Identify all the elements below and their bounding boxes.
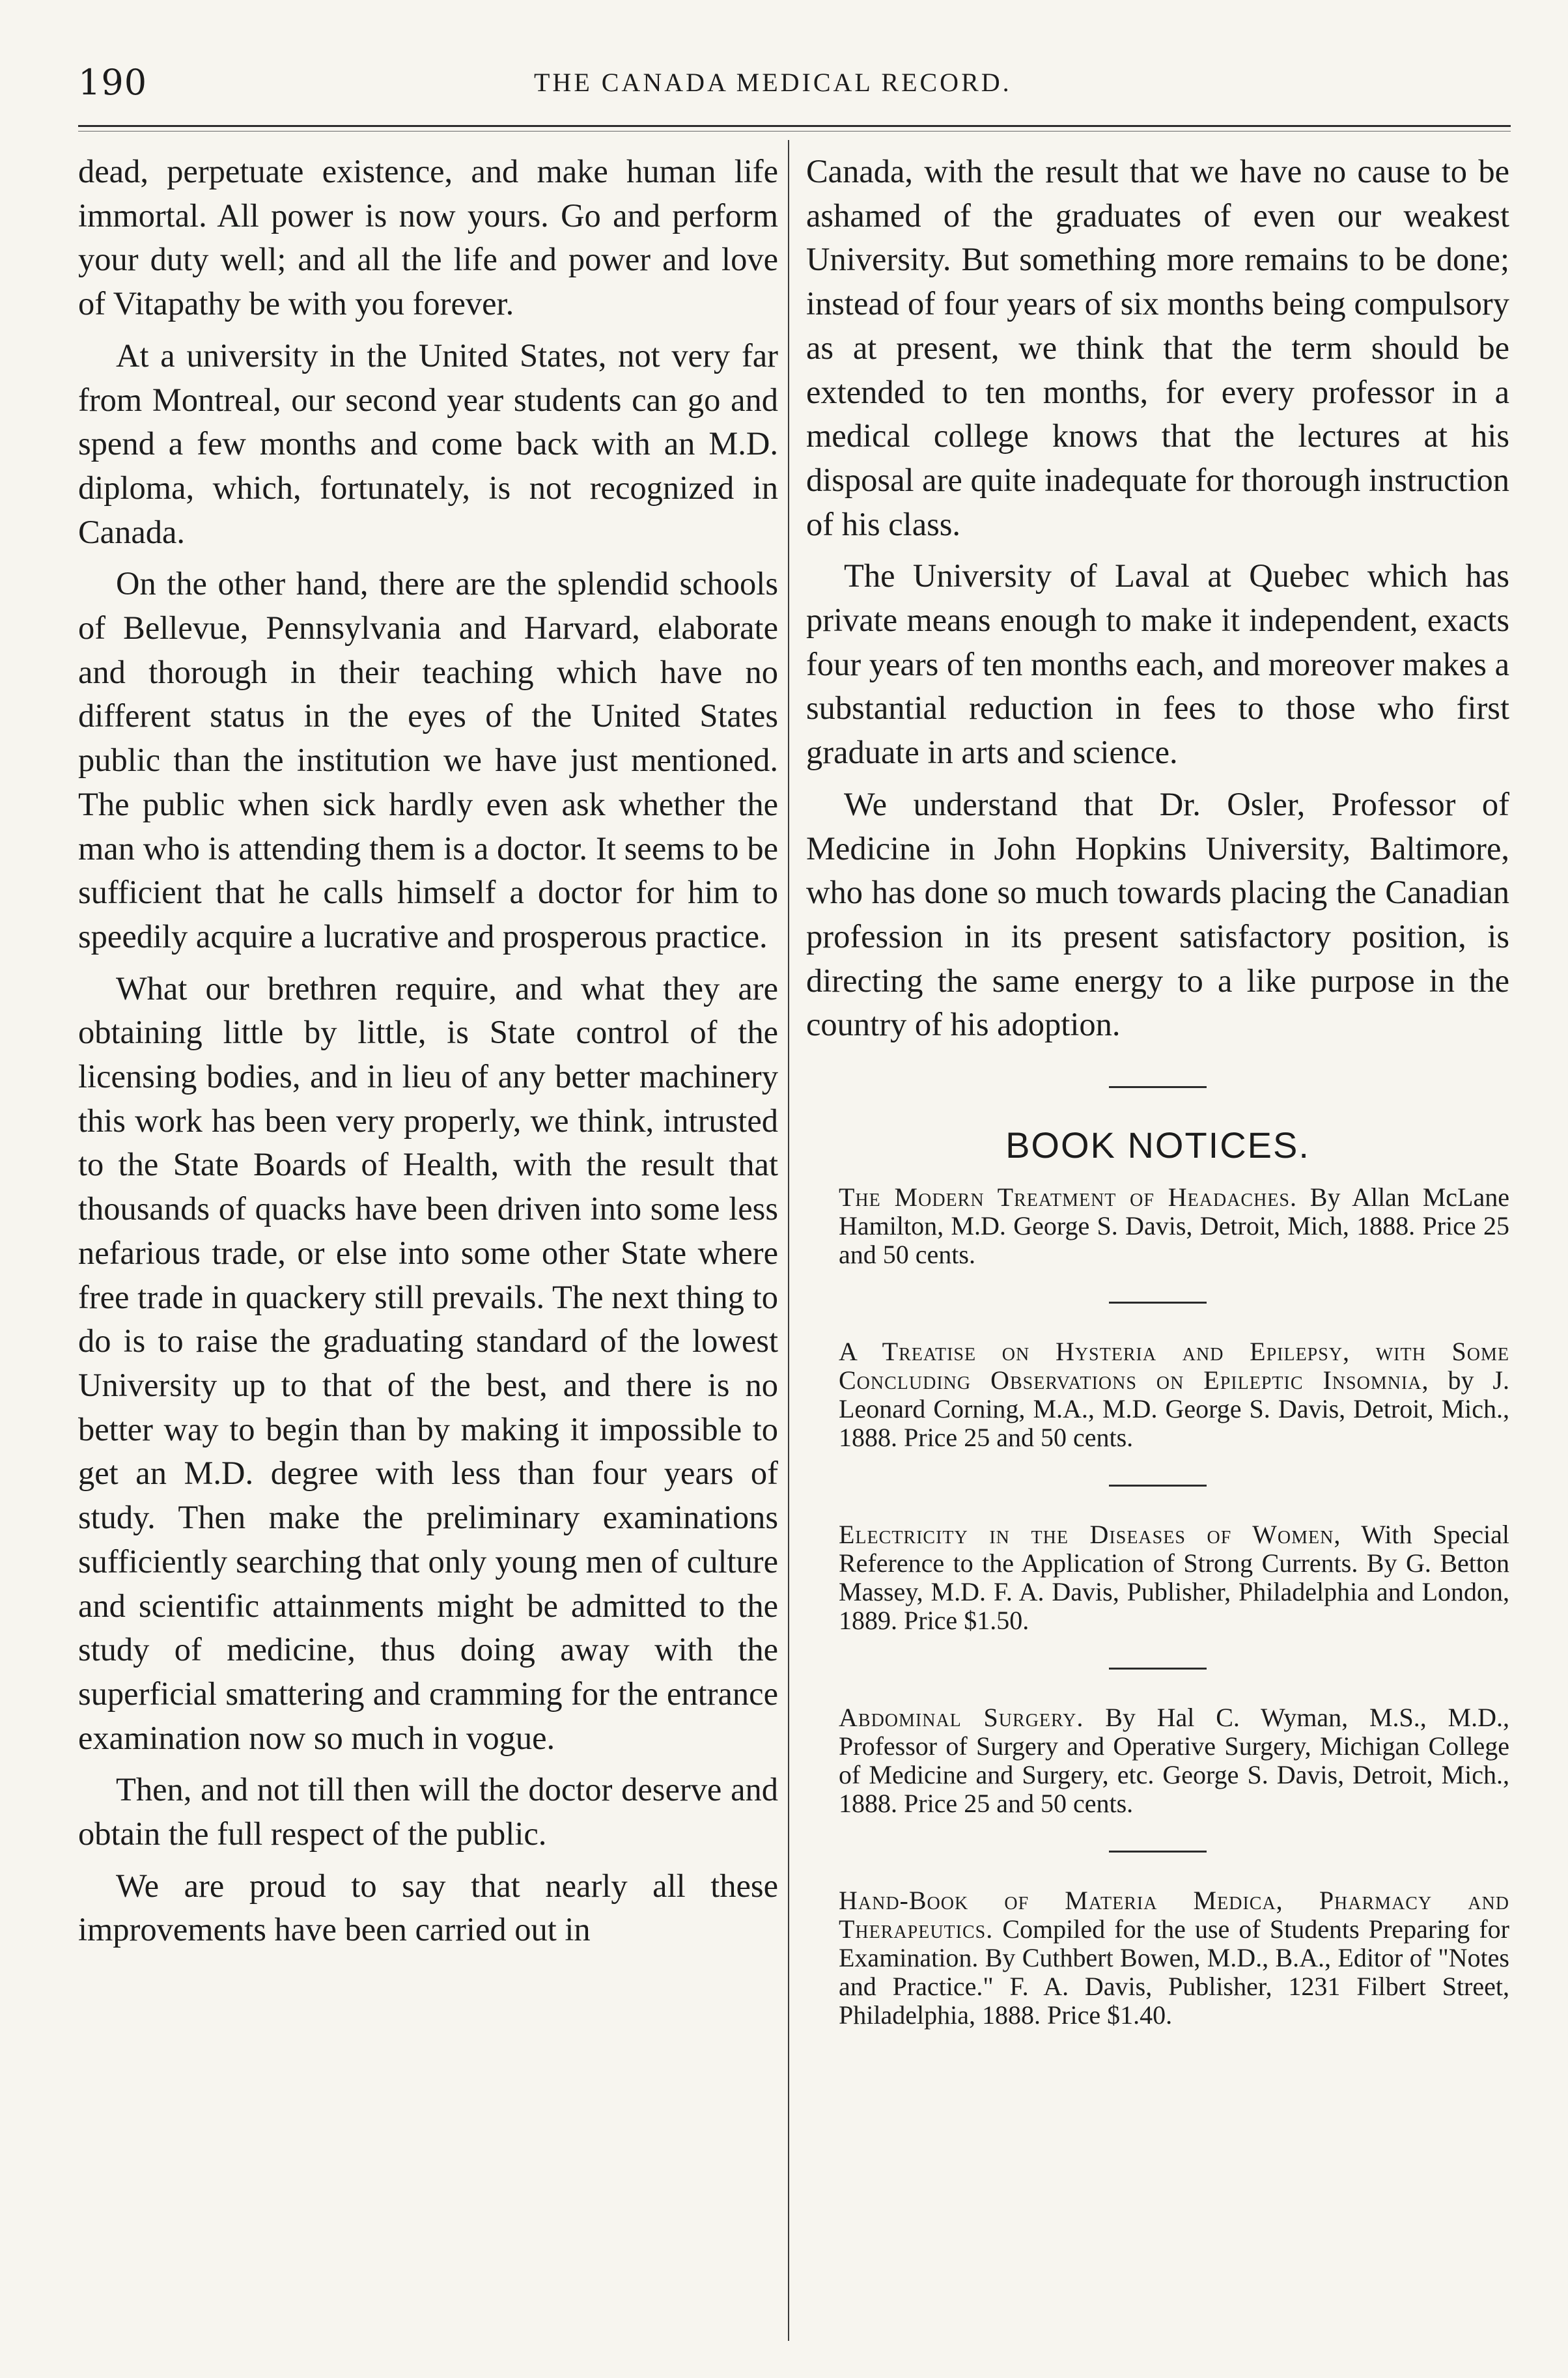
- paragraph: Then, and not till then will the doctor deserve and obtain the full respect of the public.: [78, 1771, 778, 1853]
- section-rule: [1109, 1086, 1207, 1088]
- book-notice-title: Abdominal Surgery.: [839, 1703, 1084, 1733]
- left-column: [78, 150, 778, 1952]
- notice-rule: [1109, 1302, 1207, 1304]
- notice-rule: [1109, 1851, 1207, 1853]
- paragraph: On the other hand, there are the splendid schools of Bellevue, Pennsylvania and Harvard, elaborate and thorough in their teaching which have no different status in the eyes of the United States public than the institution we have just mentioned. The public when sick hardly even ask whether the man who is attending them is a doctor. It seems to be sufficient that he calls himself a doctor for him to speedily acquire a lucrative and prosperous practice.: [78, 565, 778, 955]
- book-notice: [806, 1520, 1509, 1635]
- right-column: [806, 150, 1509, 2030]
- notice-rule: [1109, 1485, 1207, 1487]
- paragraph: The University of Laval at Quebec which has private means enough to make it independent, exacts four years of ten months each, and moreover makes a substantial reduction in fees to those who first graduate in arts and science.: [806, 557, 1509, 771]
- paragraph: Canada, with the result that we have no cause to be ashamed of the graduates of even our weakest University. But something more remains to be done; instead of four years of six months being compulsory as at present, we think that the term should be extended to ten months, for every professor in a medical college knows that the lectures at his disposal are quite inadequate for thorough instruction of his class.: [806, 153, 1509, 542]
- book-notice: [806, 1703, 1509, 1818]
- book-notice-details: Compiled for the use of Students Preparing for Examination. By Cuthbert Bowen, M.D., B.A., Editor of "Notes and Practice." F. A. Davis, Publisher, 1231 Filbert Street, Philadelphia, 1888. Price $1.40.: [839, 1914, 1510, 2030]
- book-notice-details: By Allan McLane Hamilton, M.D. George S. Davis, Detroit, Mich, 1888. Price 25 and 50 cents.: [839, 1182, 1509, 1270]
- book-notice-title: Hand-Book of Materia Medica, Pharmacy and Therapeutics.: [839, 1886, 1509, 1944]
- paragraph: We are proud to say that nearly all these improvements have been carried out in: [78, 1867, 778, 1948]
- book-notice-title: The Modern Treatment of Headaches.: [839, 1182, 1297, 1212]
- column-divider: [788, 140, 789, 2341]
- page-number: 190: [78, 62, 148, 103]
- book-notice-title: A Treatise on Hysteria and Epilepsy, with Some Concluding Observations on Epileptic Insomnia,: [839, 1337, 1509, 1395]
- running-title: THE CANADA MEDICAL RECORD.: [534, 68, 1012, 97]
- header-rule: [78, 125, 1511, 127]
- book-notices-heading: BOOK NOTICES.: [1005, 1125, 1310, 1166]
- header-rule-thin: [78, 131, 1511, 132]
- book-notice: [806, 1337, 1509, 1452]
- page-header: [78, 62, 1511, 114]
- paragraph: What our brethren require, and what they are obtaining little by little, is State control of the licensing bodies, and in lieu of any better machinery this work has been very properly, we think, intrusted to the State Boards of Health, with the result that thousands of quacks have been driven into some less nefarious trade, or else into some other State where free trade in quackery still prevails. The next thing to do is to raise the graduating standard of the lowest University up to that of the best, and there is no better way to begin than by making it impossible to get an M.D. degree with less than four years of study. Then make the preliminary examinations sufficiently searching that only young men of culture and scientific attainments might be admitted to the study of medicine, thus doing away with the superficial smattering and cramming for the entrance examination now so much in vogue.: [78, 970, 778, 1756]
- book-notice-title: Electricity in the Diseases of Women,: [839, 1520, 1341, 1550]
- book-notice-details: by J. Leonard Corning, M.A., M.D. George S. Davis, Detroit, Mich., 1888. Price 25 and 50 cents.: [839, 1365, 1509, 1453]
- book-notice: [806, 1886, 1509, 2030]
- paragraph: We understand that Dr. Osler, Professor of Medicine in John Hopkins University, Baltimore, who has done so much towards placing the Canadian profession in its present satisfactory position, is directing the same energy to a like purpose in the country of his adoption.: [806, 785, 1509, 1043]
- book-notice-details: By Hal C. Wyman, M.S., M.D., Professor of Surgery and Operative Surgery, Michigan College of Medicine and Surgery, etc. George S. Davis, Detroit, Mich., 1888. Price 25 and 50 cents.: [839, 1703, 1510, 1819]
- book-notice: [806, 1183, 1509, 1269]
- paragraph: At a university in the United States, not very far from Montreal, our second year students can go and spend a few months and come back with an M.D. diploma, which, fortunately, is not recognized in Canada.: [78, 337, 778, 550]
- paragraph: dead, perpetuate existence, and make human life immortal. All power is now yours. Go and perform your duty well; and all the life and power and love of Vitapathy be with you forever.: [78, 153, 778, 322]
- notice-rule: [1109, 1668, 1207, 1670]
- book-notice-details: With Special Reference to the Application of Strong Currents. By G. Betton Massey, M.D. F. A. Davis, Publisher, Philadelphia and London, 1889. Price $1.50.: [839, 1520, 1509, 1636]
